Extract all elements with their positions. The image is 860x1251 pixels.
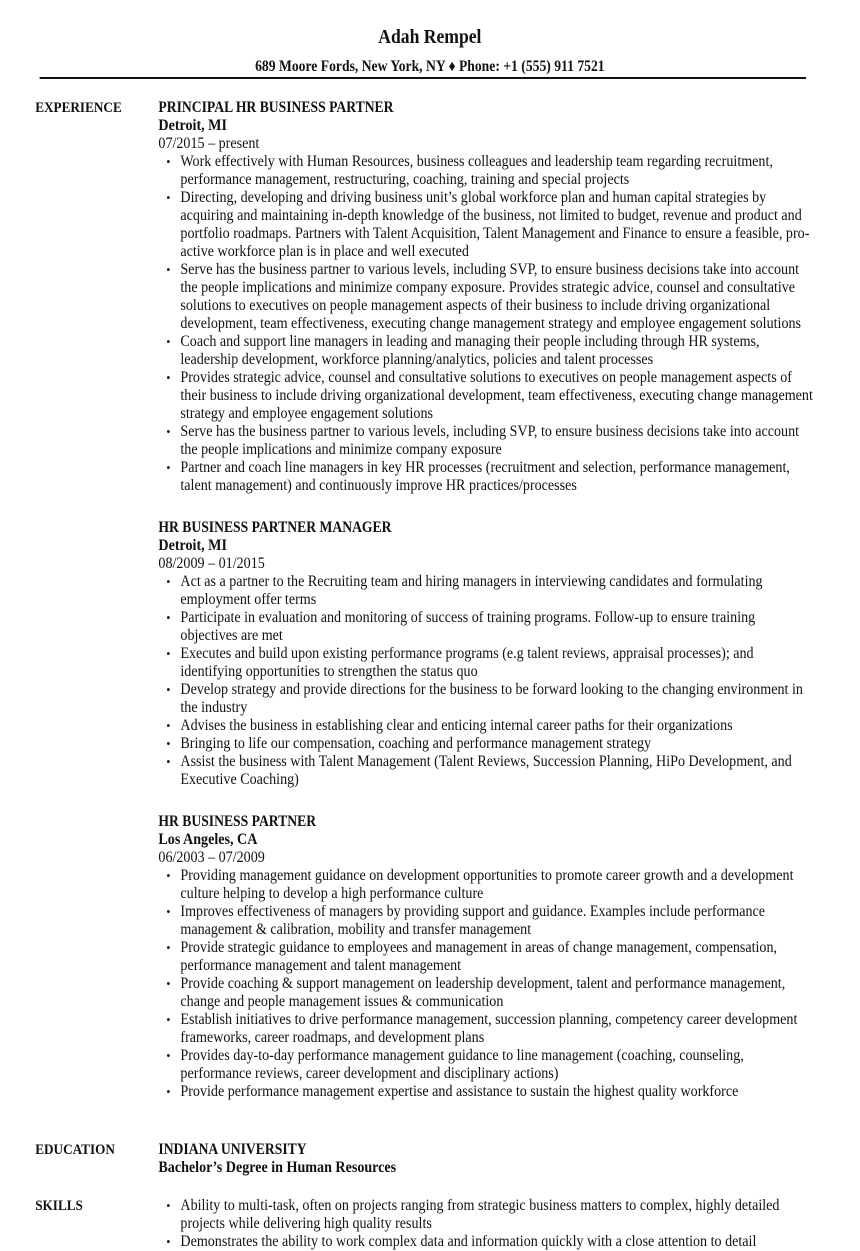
degree: Bachelor’s Degree in Human Resources xyxy=(158,1159,397,1176)
school-name: INDIANA UNIVERSITY xyxy=(158,1141,307,1158)
header-divider xyxy=(40,77,806,79)
job-bullet: • Provides strategic advice, counsel and consultative solutions to executives on people management aspects of their business to include driving organizational development, team effectiveness, executing change management strategy and employee engagement solutions xyxy=(158,369,814,423)
job-entry xyxy=(158,99,814,495)
job-dates: 07/2015 – present xyxy=(158,135,260,152)
section-label: SKILLS xyxy=(35,1198,83,1214)
job-bullet: • Provide performance management expertise and assistance to sustain the highest quality workforce xyxy=(158,1083,814,1101)
job-bullet: • Develop strategy and provide directions for the business to be forward looking to the changing environment in the industry xyxy=(158,681,814,717)
job-bullet: • Work effectively with Human Resources, business colleagues and leadership team regarding recruitment, performance management, restructuring, coaching, training and special projects xyxy=(158,153,814,189)
job-title: HR BUSINESS PARTNER xyxy=(158,813,317,830)
job-dates: 06/2003 – 07/2009 xyxy=(158,849,265,866)
section-label: EDUCATION xyxy=(35,1142,115,1158)
skills-list xyxy=(158,1197,814,1251)
job-bullet: • Directing, developing and driving business unit’s global workforce plan and human capital strategies by acquiring and maintaining in-depth knowledge of the business, not limited to budget, revenue and product and portfolio roadmaps. Partners with Talent Acquisition, Talent Management and Finance to ensure a feasible, pro-active workforce plan is in place and well executed xyxy=(158,189,814,261)
job-location: Detroit, MI xyxy=(158,537,227,554)
job-title: HR BUSINESS PARTNER MANAGER xyxy=(158,519,392,536)
job-bullet: • Improves effectiveness of managers by providing support and guidance. Examples include performance management & calibration, mobility and transfer management xyxy=(158,903,814,939)
job-bullet: • Act as a partner to the Recruiting team and hiring managers in interviewing candidates and formulating employment offer terms xyxy=(158,573,814,609)
section-label: EXPERIENCE xyxy=(35,100,122,116)
job-bullet: • Partner and coach line managers in key HR processes (recruitment and selection, performance management, talent management) and continuously improve HR practices/processes xyxy=(158,459,814,495)
job-bullet: • Provide coaching & support management on leadership development, talent and performance management, change and people management issues & communication xyxy=(158,975,814,1011)
job-bullet: • Establish initiatives to drive performance management, succession planning, competency career development frameworks, career roadmaps, and development plans xyxy=(158,1011,814,1047)
job-bullet: • Executes and build upon existing performance programs (e.g talent reviews, appraisal processes); and identifying opportunities to strengthen the status quo xyxy=(158,645,814,681)
candidate-name: Adah Rempel xyxy=(378,26,482,48)
job-bullet: • Advises the business in establishing clear and enticing internal career paths for their organizations xyxy=(158,717,814,735)
job-location: Detroit, MI xyxy=(158,117,227,134)
job-list xyxy=(158,99,814,1125)
contact-line: 689 Moore Fords, New York, NY ♦ Phone: +1 (555) 911 7521 xyxy=(255,58,605,75)
job-location: Los Angeles, CA xyxy=(158,831,258,848)
job-bullet: • Bringing to life our compensation, coaching and performance management strategy xyxy=(158,735,814,753)
job-bullet: • Provide strategic guidance to employees and management in areas of change management, compensation, performance management and talent management xyxy=(158,939,814,975)
skill-bullet: • Demonstrates the ability to work complex data and information quickly with a close attention to detail xyxy=(158,1233,814,1251)
job-dates: 08/2009 – 01/2015 xyxy=(158,555,265,572)
job-bullet: • Serve has the business partner to various levels, including SVP, to ensure business decisions take into account the people implications and minimize company exposure. Provides strategic advice, counsel and consultative solutions to executives on people management aspects of their business to include driving organizational development, team effectiveness, executing change management strategy and employee engagement solutions xyxy=(158,261,814,333)
job-bullet: • Participate in evaluation and monitoring of success of training programs. Follow-up to ensure training objectives are met xyxy=(158,609,814,645)
job-bullet: • Providing management guidance on development opportunities to promote career growth and a development culture helping to develop a high performance culture xyxy=(158,867,814,903)
job-bullet: • Serve has the business partner to various levels, including SVP, to ensure business decisions take into account the people implications and minimize company exposure xyxy=(158,423,814,459)
job-bullet: • Coach and support line managers in leading and managing their people including through HR systems, leadership development, workforce planning/analytics, policies and talent processes xyxy=(158,333,814,369)
skill-bullet: • Ability to multi-task, often on projects ranging from strategic business matters to complex, highly detailed projects while delivering high quality results xyxy=(158,1197,814,1233)
job-entry xyxy=(158,519,814,789)
job-entry xyxy=(158,813,814,1101)
job-title: PRINCIPAL HR BUSINESS PARTNER xyxy=(158,99,394,116)
job-bullet: • Provides day-to-day performance management guidance to line management (coaching, counseling, performance reviews, career development and disciplinary actions) xyxy=(158,1047,814,1083)
job-bullet: • Assist the business with Talent Management (Talent Reviews, Succession Planning, HiPo Development, and Executive Coaching) xyxy=(158,753,814,789)
